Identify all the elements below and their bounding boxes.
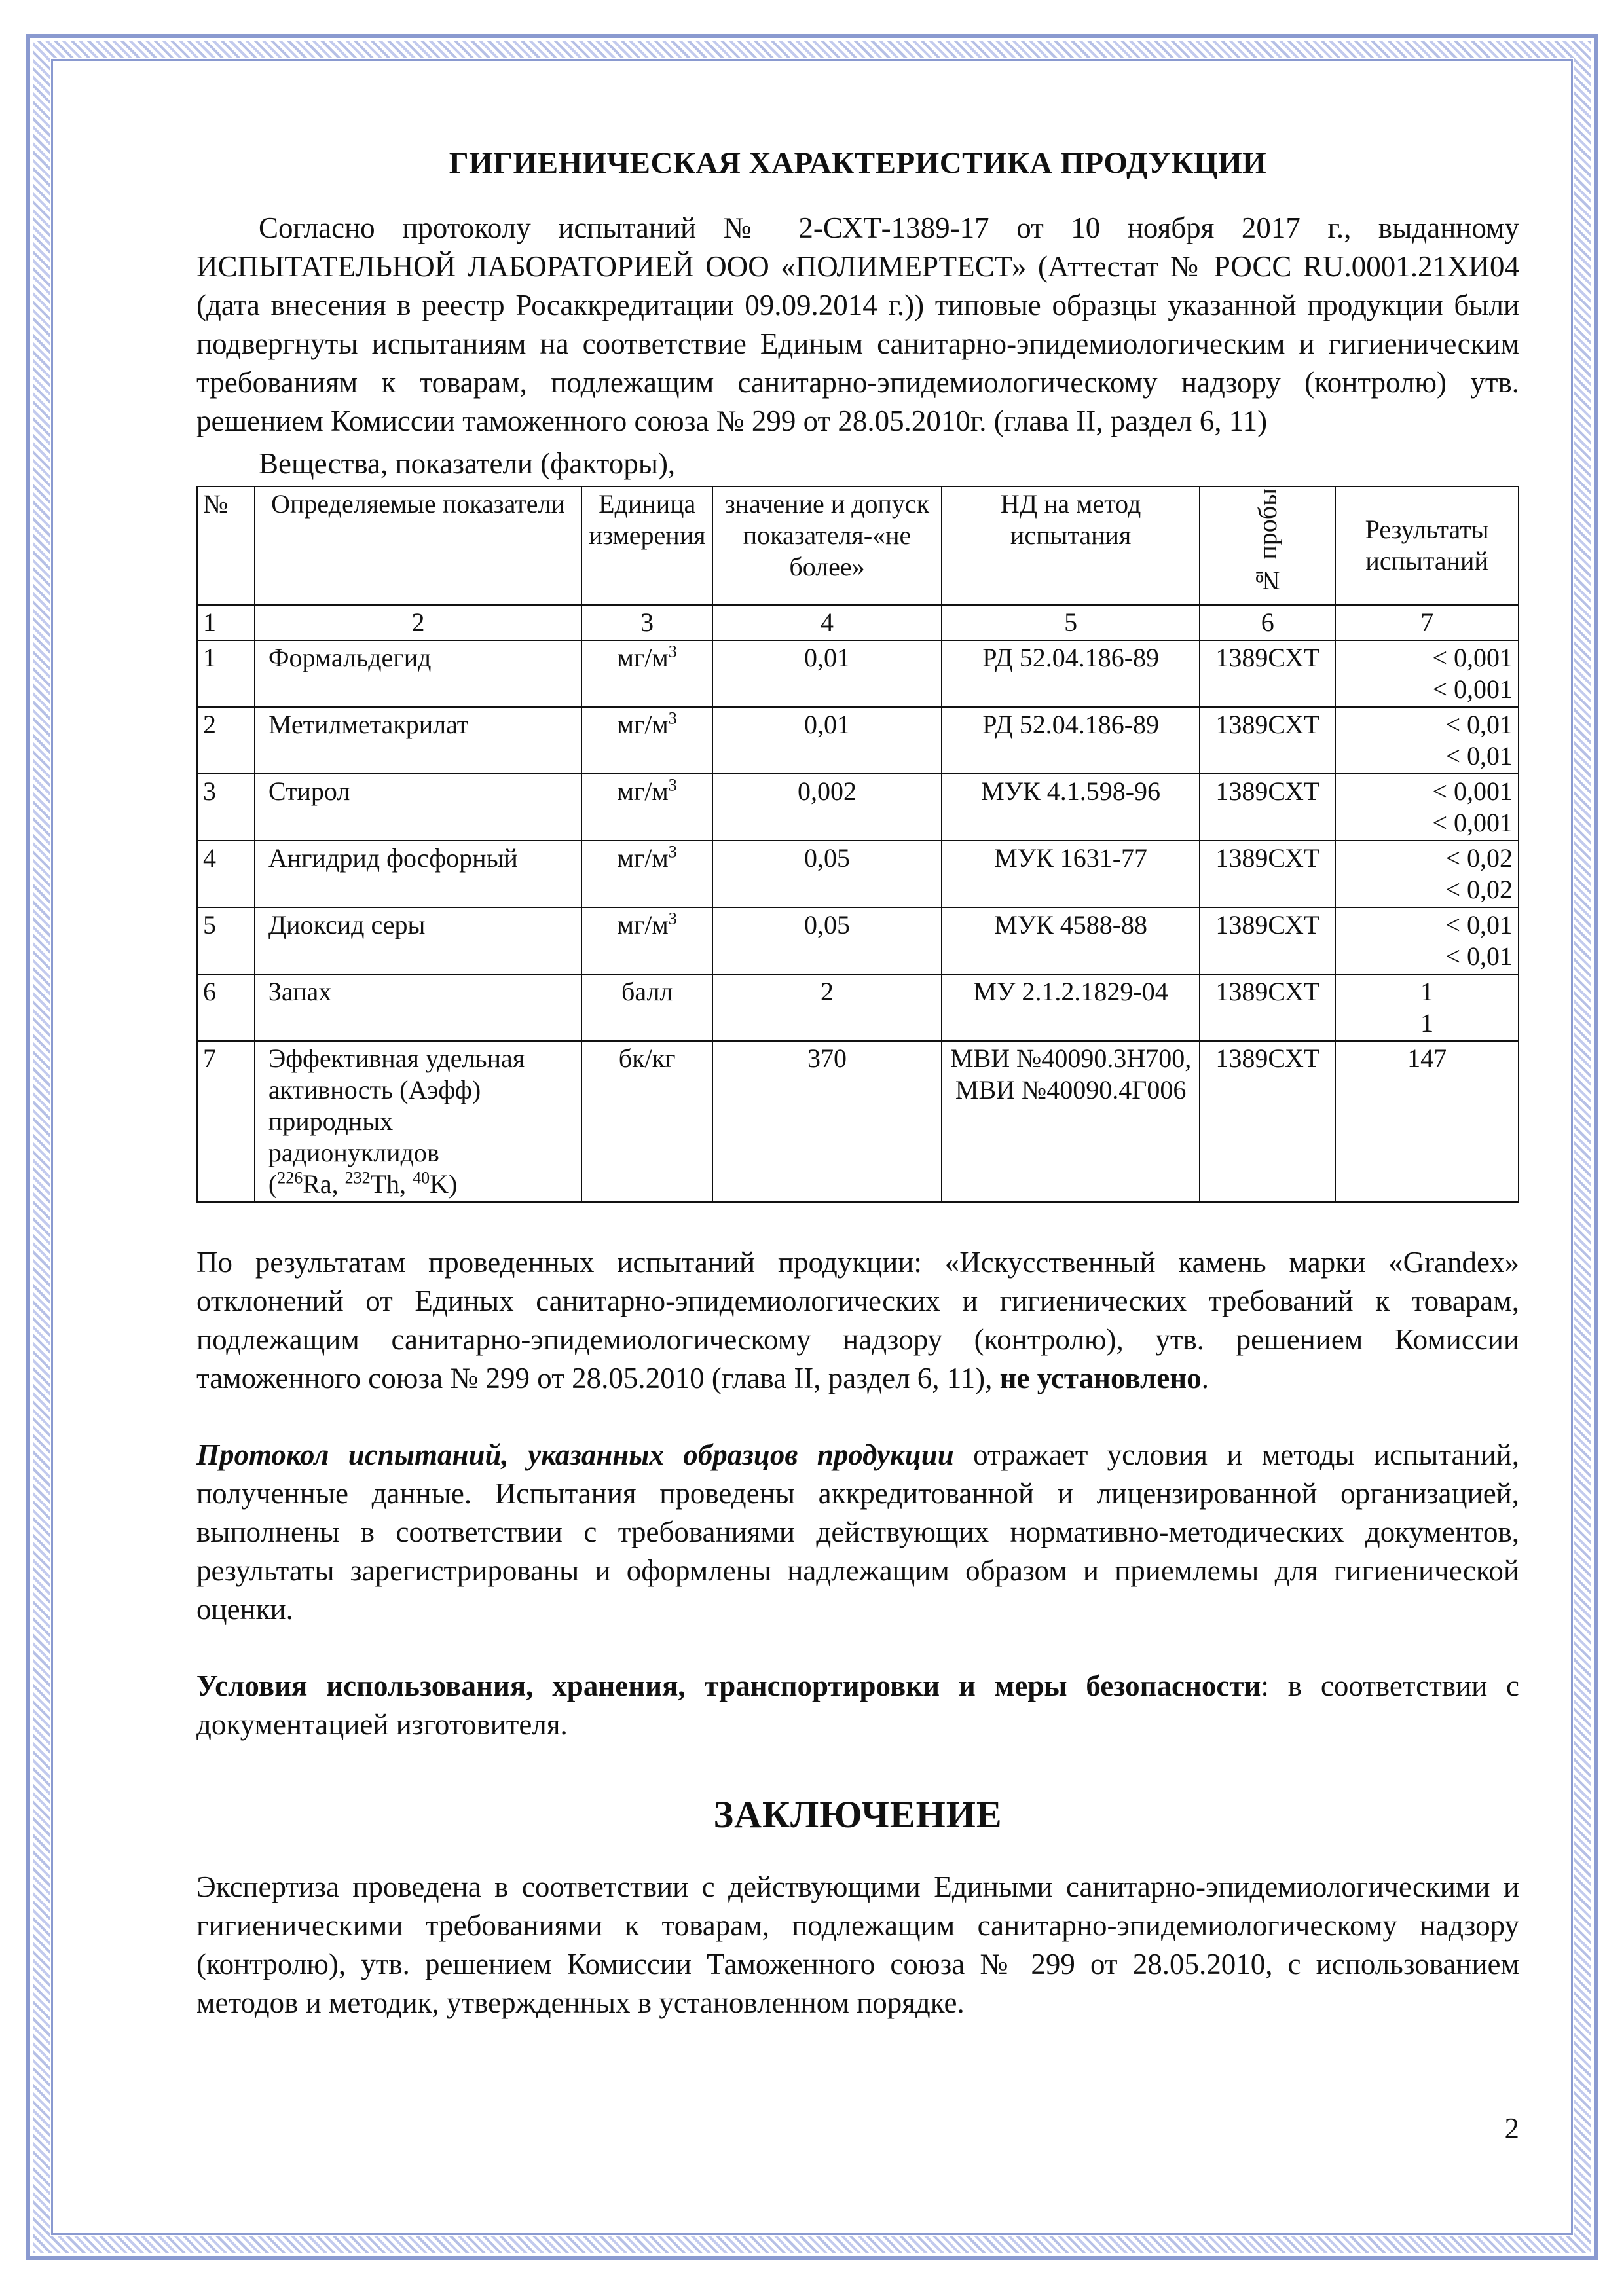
row-number: 7	[197, 1041, 255, 1202]
row-method: МУ 2.1.2.1829-04	[942, 974, 1200, 1041]
row-sample: 1389СХТ	[1200, 1041, 1335, 1202]
table-row	[197, 907, 1519, 974]
row-method: МУК 1631-77	[942, 841, 1200, 907]
row-unit: балл	[581, 974, 712, 1041]
column-number: 3	[581, 605, 712, 640]
table-row	[197, 774, 1519, 841]
row-limit: 370	[712, 1041, 942, 1202]
header-number: №	[197, 486, 255, 605]
header-sample-label: № пробы	[1252, 488, 1282, 596]
header-limit: значение и допуск показателя-«не более»	[712, 486, 942, 605]
document-body	[196, 144, 1519, 2022]
row-method: МВИ №40090.3Н700, МВИ №40090.4Г006	[942, 1041, 1200, 1202]
row-limit: 2	[712, 974, 942, 1041]
row-limit: 0,05	[712, 841, 942, 907]
row-limit: 0,05	[712, 907, 942, 974]
column-number: 5	[942, 605, 1200, 640]
header-method: НД на метод испытания	[942, 486, 1200, 605]
row-unit: $мг/м^3$	[581, 640, 712, 707]
row-unit: бк/кг	[581, 1041, 712, 1202]
page-number: 2	[1504, 2112, 1519, 2145]
row-result: 1 1	[1335, 974, 1519, 1041]
row-indicator: Формальдегид	[255, 640, 581, 707]
row-number: 5	[197, 907, 255, 974]
column-number: 1	[197, 605, 255, 640]
row-limit: 0,01	[712, 707, 942, 774]
row-sample: 1389СХТ	[1200, 774, 1335, 841]
conclusion-title: ЗАКЛЮЧЕНИЕ	[713, 1793, 1003, 1836]
row-unit: $мг/м^3$	[581, 841, 712, 907]
header-sample	[1200, 486, 1335, 605]
substances-label: Вещества, показатели (факторы),	[259, 447, 676, 480]
intro-paragraph: Согласно протоколу испытаний № 2-СХТ-1389-17 от 10 ноября 2017 г., выданному ИСПЫТАТЕЛЬНОЙ ЛАБОРАТОРИЕЙ ООО «ПОЛИМЕРТЕСТ» (Аттестат № РОСС RU.0001.21ХИ04 (дата внесения в реестр Росаккредитации 09.09.2014 г.)) типовые образцы указанной продукции были подвергнуты испытаниям на соответствие Единым санитарно-эпидемиологическим и гигиеническим требованиям к товарам, подлежащим санитарно-эпидемиологическому надзору (контролю) утв. решением Комиссии таможенного союза № 299 от 28.05.2010г. (глава II, раздел 6, 11)	[196, 211, 1519, 437]
header-indicator: Определяемые показатели	[255, 486, 581, 605]
protocol-paragraph: Протокол испытаний, указанных образцов продукции отражает условия и методы испытаний, полученные данные. Испытания проведены аккредитованной и лицензированной организацией, выполнены в соответствии с требованиями действующих нормативно-методических документов, результаты зарегистрированы и оформлены надлежащим образом и приемлемы для гигиенической оценки.	[196, 1438, 1520, 1626]
results-table	[196, 486, 1519, 1203]
row-number: 3	[197, 774, 255, 841]
header-results: Результаты испытаний	[1335, 486, 1519, 605]
table-row	[197, 707, 1519, 774]
row-result: < 0,01 < 0,01	[1335, 707, 1519, 774]
row-result: < 0,02 < 0,02	[1335, 841, 1519, 907]
row-indicator: Стирол	[255, 774, 581, 841]
column-number: 2	[255, 605, 581, 640]
row-result: < 0,001 < 0,001	[1335, 774, 1519, 841]
row-sample: 1389СХТ	[1200, 974, 1335, 1041]
row-result: < 0,01 < 0,01	[1335, 907, 1519, 974]
table-row	[197, 1041, 1519, 1202]
row-number: 1	[197, 640, 255, 707]
row-unit: $мг/м^3$	[581, 907, 712, 974]
row-sample: 1389СХТ	[1200, 841, 1335, 907]
row-result: 147	[1335, 1041, 1519, 1202]
row-unit: $мг/м^3$	[581, 774, 712, 841]
header-unit: Единица измерения	[581, 486, 712, 605]
row-unit: $мг/м^3$	[581, 707, 712, 774]
row-method: МУК 4588-88	[942, 907, 1200, 974]
row-number: 6	[197, 974, 255, 1041]
column-number: 4	[712, 605, 942, 640]
row-method: РД 52.04.186-89	[942, 640, 1200, 707]
results-paragraph: По результатам проведенных испытаний продукции: «Искусственный камень марки «Grandex» отклонений от Единых санитарно-эпидемиологических и гигиенических требований к товарам, подлежащим санитарно-эпидемиологическому надзору (контролю), утв. решением Комиссии таможенного союза № 299 от 28.05.2010 (глава II, раздел 6, 11), не установлено.	[196, 1245, 1519, 1394]
row-indicator: Ангидрид фосфорный	[255, 841, 581, 907]
conditions-heading: Условия использования, хранения, транспортировки и меры безопасности	[196, 1669, 1261, 1702]
row-number: 2	[197, 707, 255, 774]
table-row	[197, 841, 1519, 907]
conditions-paragraph: Условия использования, хранения, транспортировки и меры безопасности: в соответствии с документацией изготовителя.	[196, 1669, 1519, 1741]
column-number: 7	[1335, 605, 1519, 640]
table-row	[197, 974, 1519, 1041]
document-title: ГИГИЕНИЧЕСКАЯ ХАРАКТЕРИСТИКА ПРОДУКЦИИ	[449, 146, 1267, 180]
row-sample: 1389СХТ	[1200, 707, 1335, 774]
row-method: РД 52.04.186-89	[942, 707, 1200, 774]
row-result: < 0,001 < 0,001	[1335, 640, 1519, 707]
row-sample: 1389СХТ	[1200, 640, 1335, 707]
column-number: 6	[1200, 605, 1335, 640]
results-verdict: не установлено	[999, 1361, 1202, 1394]
row-limit: 0,002	[712, 774, 942, 841]
row-method: МУК 4.1.598-96	[942, 774, 1200, 841]
table-row	[197, 640, 1519, 707]
row-sample: 1389СХТ	[1200, 907, 1335, 974]
row-number: 4	[197, 841, 255, 907]
row-indicator: Запах	[255, 974, 581, 1041]
row-limit: 0,01	[712, 640, 942, 707]
table-header-row	[197, 486, 1519, 605]
isotopes-line: ($^{226}$Ra, $^{232}$Th, $^{40}$K)	[268, 1168, 458, 1199]
column-numbers-row	[197, 605, 1519, 640]
protocol-heading: Протокол испытаний, указанных образцов продукции	[196, 1438, 954, 1471]
row-indicator: Эффективная удельная активность (Аэфф) природных радионуклидов ($^{226}$Ra, $^{232}$Th, $^{40}$K)	[255, 1041, 581, 1202]
row-indicator: Диоксид серы	[255, 907, 581, 974]
conclusion-paragraph: Экспертиза проведена в соответствии с действующими Едиными санитарно-эпидемиологическими и гигиеническими требованиями к товарам, подлежащим санитарно-эпидемиологическому надзору (контролю), утв. решением Комиссии Таможенного союза № 299 от 28.05.2010, с использованием методов и методик, утвержденных в установленном порядке.	[196, 1870, 1519, 2019]
row-indicator: Метилметакрилат	[255, 707, 581, 774]
